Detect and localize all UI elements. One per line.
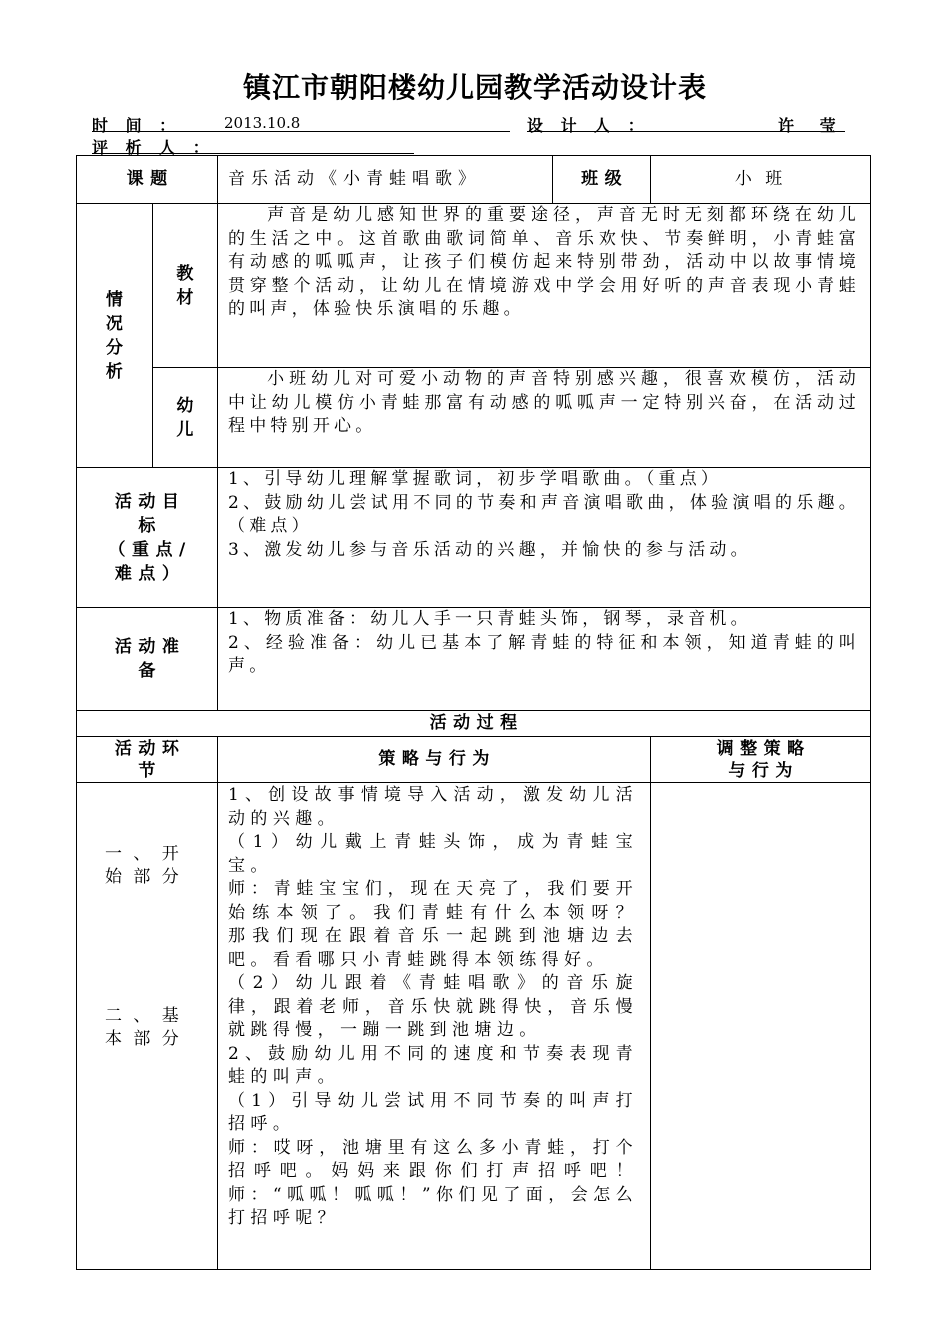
prep-content <box>218 608 871 711</box>
adjust-content <box>651 783 871 1270</box>
stage-header-line: 活 动 环 <box>114 738 180 759</box>
adjust-header-line: 与 行 为 <box>728 760 793 781</box>
class-value: 小 班 <box>651 156 871 204</box>
situation-label <box>77 204 153 468</box>
strategy-line: 师：哎呀，池塘里有这么多小青蛙，打个招呼吧。妈妈来跟你们打声招呼吧！师：“呱呱！呱呱！”你们见了面，会怎么打招呼呢？ <box>228 1137 639 1228</box>
time-underline <box>92 131 510 132</box>
stage-cell <box>77 783 218 1270</box>
designer-underline <box>527 131 845 132</box>
prep-label-line: 备 <box>138 661 156 681</box>
situation-label-text: 情况分析 <box>105 289 124 382</box>
stage-opening: 一 、 开 始 部 分 <box>105 844 182 887</box>
topic-label: 课 题 <box>77 156 218 204</box>
goals-label-line: 难 点 ） <box>114 563 180 584</box>
goal-item: 2、鼓励幼儿尝试用不同的节奏和声音演唱歌曲，体验演唱的乐趣。（难点） <box>228 492 861 536</box>
reviewer-label: 评 析 人 ： <box>92 138 215 157</box>
children-row <box>77 368 871 468</box>
time-value: 2013.10.8 <box>224 114 301 132</box>
time-label: 时 间 ： <box>92 116 182 135</box>
class-label: 班 级 <box>553 156 651 204</box>
document-title: 镇江市朝阳楼幼儿园教学活动设计表 <box>242 71 707 104</box>
reviewer-underline <box>92 153 414 154</box>
goals-label <box>77 468 218 608</box>
process-heading-row <box>77 711 871 737</box>
strategy-line: 2、鼓励幼儿用不同的速度和节奏表现青蛙的叫声。 <box>228 1043 639 1087</box>
process-heading: 活 动 过 程 <box>77 711 871 737</box>
children-label-text: 幼儿 <box>176 395 194 440</box>
goals-label-line: （ 重 点 / <box>108 539 186 560</box>
designer-value: 许 莹 <box>778 116 846 135</box>
designer-label: 设 计 人 ： <box>527 116 650 135</box>
goals-label-line: 活 动 目 <box>114 491 180 512</box>
adjust-header-line: 调 整 策 略 <box>716 738 805 759</box>
strategy-line: 1、创设故事情境导入活动，激发幼儿活动的兴趣。 <box>228 785 639 829</box>
stage-header-line: 节 <box>138 760 156 781</box>
children-text: 小班幼儿对可爱小动物的声音特别感兴趣，很喜欢模仿，活动中让幼儿模仿小青蛙那富有动感的呱呱声一定特别兴奋，在活动过程中特别开心。 <box>218 368 871 468</box>
process-header-row <box>77 737 871 783</box>
goals-label-line: 标 <box>138 515 156 536</box>
stage-basic: 二 、 基 本 部 分 <box>105 1006 182 1049</box>
prep-item: 2、经验准备：幼儿已基本了解青蛙的特征和本领，知道青蛙的叫声。 <box>228 632 861 676</box>
material-row <box>77 204 871 368</box>
goals-row <box>77 468 871 608</box>
prep-label-line: 活 动 准 <box>114 637 180 657</box>
process-body-row <box>77 783 871 1270</box>
goal-item: 3、激发幼儿参与音乐活动的兴趣，并愉快的参与活动。 <box>228 539 752 560</box>
material-text: 声音是幼儿感知世界的重要途径，声音无时无刻都环绕在幼儿的生活之中。这首歌曲歌词简单、音乐欢快、节奏鲜明，小青蛙富有动感的呱呱声，让孩子们模仿起来特别带劲，活动中以故事情境贯穿整个活动，让幼儿在情境游戏中学会用好听的声音表现小青蛙的叫声，体验快乐演唱的乐趣。 <box>218 204 871 368</box>
strategy-content <box>218 783 651 1270</box>
strategy-line: （1）幼儿戴上青蛙头饰，成为青蛙宝宝。 <box>228 832 639 876</box>
stage-column-header <box>77 737 218 783</box>
adjust-column-header <box>651 737 871 783</box>
topic-row <box>77 156 871 204</box>
strategy-line: 师：青蛙宝宝们，现在天亮了，我们要开始练本领了。我们青蛙有什么本领呀？ 那我们现在跟着音乐一起跳到池塘边去吧。看看哪只小青蛙跳得本领练得好。 <box>228 879 639 970</box>
prep-label <box>77 608 218 711</box>
goal-item: 1、引导幼儿理解掌握歌词，初步学唱歌曲。（重点） <box>228 469 723 489</box>
children-label <box>153 368 218 468</box>
prep-row <box>77 608 871 711</box>
design-table <box>76 155 871 1270</box>
strategy-line: （1）引导幼儿尝试用不同节奏的叫声打招呼。 <box>228 1090 639 1134</box>
strategy-column-header: 策 略 与 行 为 <box>218 737 651 783</box>
goals-content <box>218 468 871 608</box>
strategy-line: （2）幼儿跟着《青蛙唱歌》的音乐旋律，跟着老师，音乐快就跳得快，音乐慢就跳得慢，一蹦一跳到池塘边。 <box>228 973 639 1040</box>
material-label <box>153 204 218 368</box>
topic-value: 音 乐 活 动 《 小 青 蛙 唱 歌 》 <box>218 156 553 204</box>
material-label-text: 教材 <box>176 263 194 308</box>
prep-item: 1、物质准备：幼儿人手一只青蛙头饰，钢琴，录音机。 <box>228 609 752 629</box>
